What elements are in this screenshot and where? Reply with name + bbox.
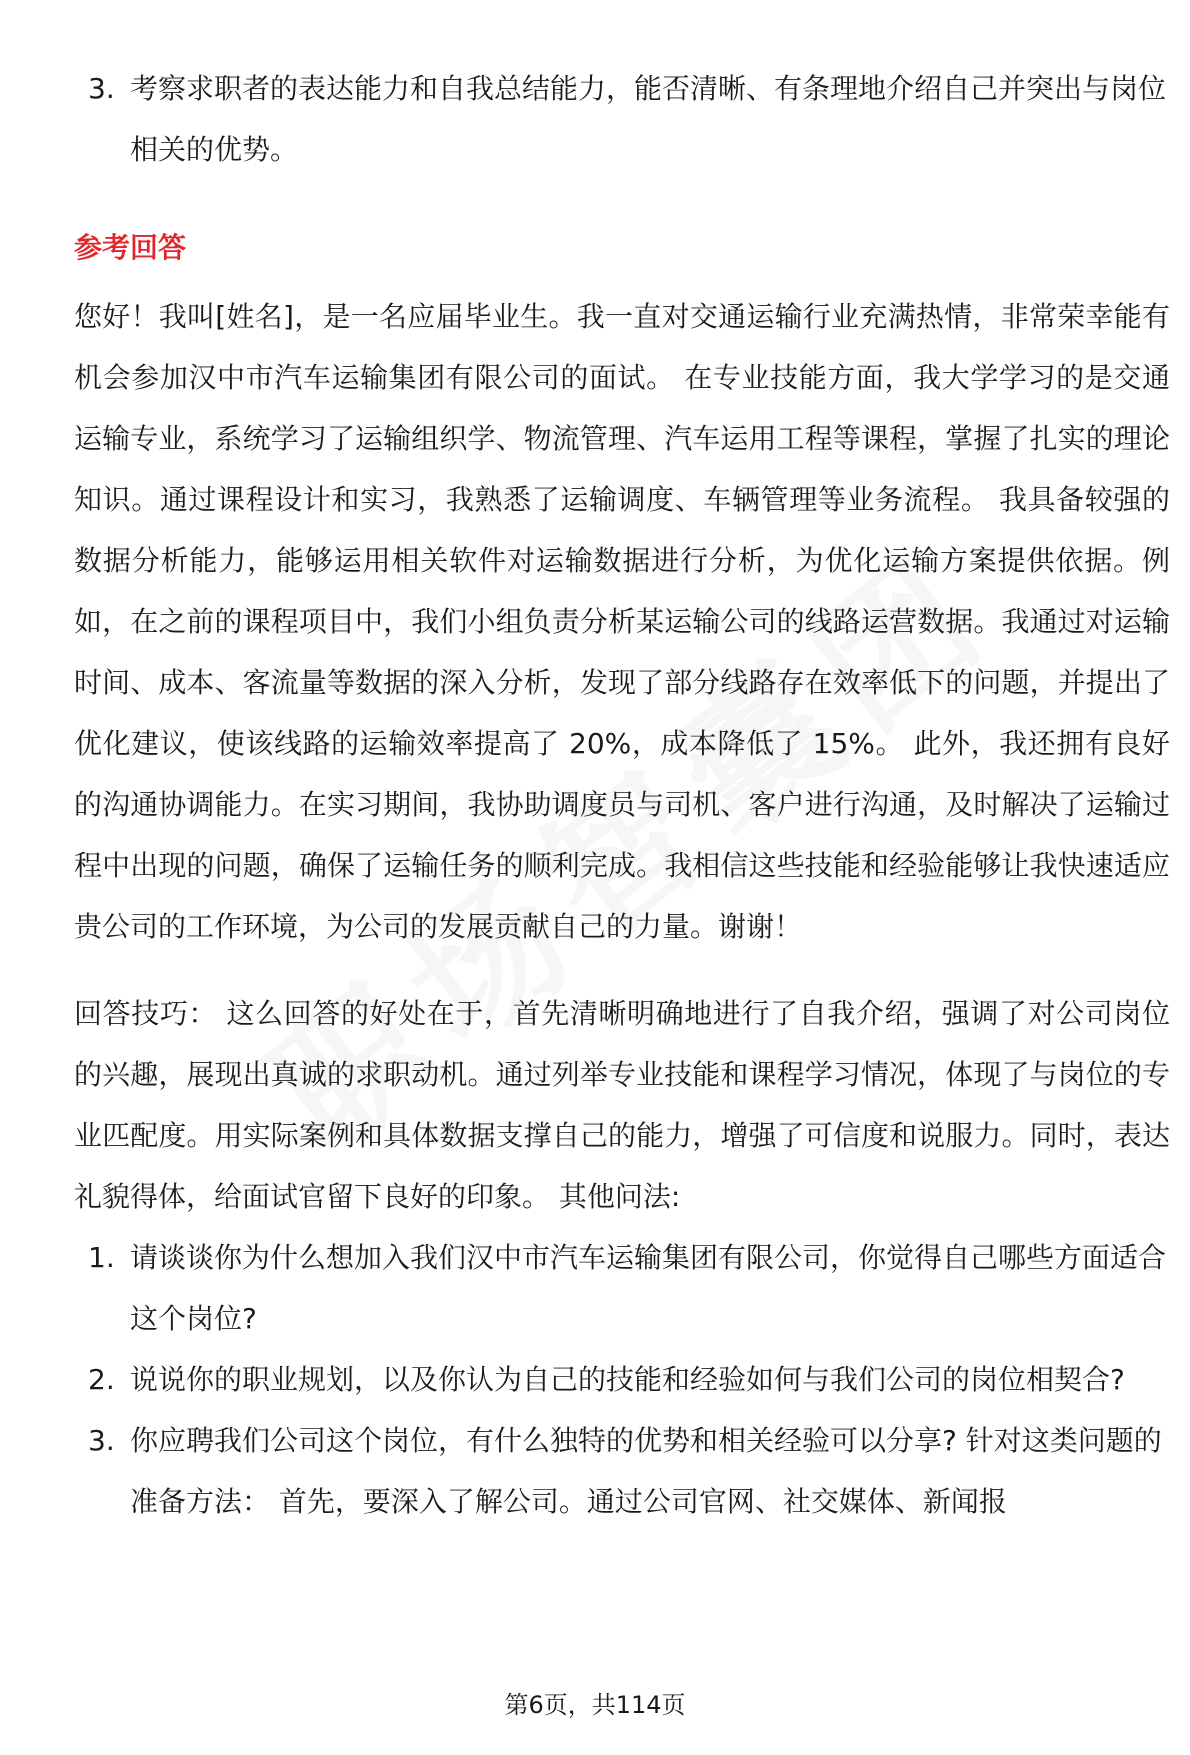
section-heading: 参考回答: [74, 231, 187, 264]
list-item-text: 请谈谈你为什么想加入我们汉中市汽车运输集团有限公司，你觉得自己哪些方面适合这个岗位?: [130, 1241, 1167, 1335]
reference-answer: 您好！我叫[姓名]，是一名应届毕业生。我一直对交通运输行业充满热情，非常荣幸能有机会参加汉中市汽车运输集团有限公司的面试。 在专业技能方面，我大学学习的是交通运输专业，系统学习了运输组织学、物流管理、汽车运用工程等课程，掌握了扎实的理论知识。通过课程设计和实习，我熟悉了运输调度、车辆管理等业务流程。 我具备较强的数据分析能力，能够运用相关软件对运输数据进行分析，为优化运输方案提供依据。例如，在之前的课程项目中，我们小组负责分析某运输公司的线路运营数据。我通过对运输时间、成本、客流量等数据的深入分析，发现了部分线路存在效率低下的问题，并提出了优化建议，使该线路的运输效率提高了 20%，成本降低了 15%。 此外，我还拥有良好的沟通协调能力。在实习期间，我协助调度员与司机、客户进行沟通，及时解决了运输过程中出现的问题，确保了运输任务的顺利完成。我相信这些技能和经验能够让我快速适应贵公司的工作环境，为公司的发展贡献自己的力量。谢谢！: [74, 300, 1170, 943]
list-item: [74, 58, 1170, 180]
page-content: [74, 58, 1170, 1532]
list-item-text: 考察求职者的表达能力和自我总结能力，能否清晰、有条理地介绍自己并突出与岗位相关的优势。: [130, 72, 1167, 166]
list-item-text: 你应聘我们公司这个岗位，有什么独特的优势和相关经验可以分享? 针对这类问题的准备方法： 首先，要深入了解公司。通过公司官网、社交媒体、新闻报: [130, 1424, 1162, 1518]
list-item-number: 2.: [88, 1363, 115, 1396]
list-item-number: 3.: [88, 1424, 115, 1457]
list-item: [74, 1227, 1170, 1349]
other-questions-list: [74, 1227, 1170, 1532]
list-item-number: 3.: [88, 72, 115, 105]
list-item: [74, 1349, 1170, 1410]
list-item: [74, 1410, 1170, 1532]
answer-tips: 回答技巧： 这么回答的好处在于，首先清晰明确地进行了自我介绍，强调了对公司岗位的兴趣，展现出真诚的求职动机。通过列举专业技能和课程学习情况，体现了与岗位的专业匹配度。用实际案例和具体数据支撑自己的能力，增强了可信度和说服力。同时，表达礼貌得体，给面试官留下良好的印象。 其他问法:: [74, 997, 1170, 1213]
list-item-number: 1.: [88, 1241, 115, 1274]
list-item-text: 说说你的职业规划，以及你认为自己的技能和经验如何与我们公司的岗位相契合?: [130, 1363, 1125, 1396]
criteria-list: [74, 58, 1170, 180]
page-number-footer: 第6页，共114页: [504, 1691, 686, 1719]
